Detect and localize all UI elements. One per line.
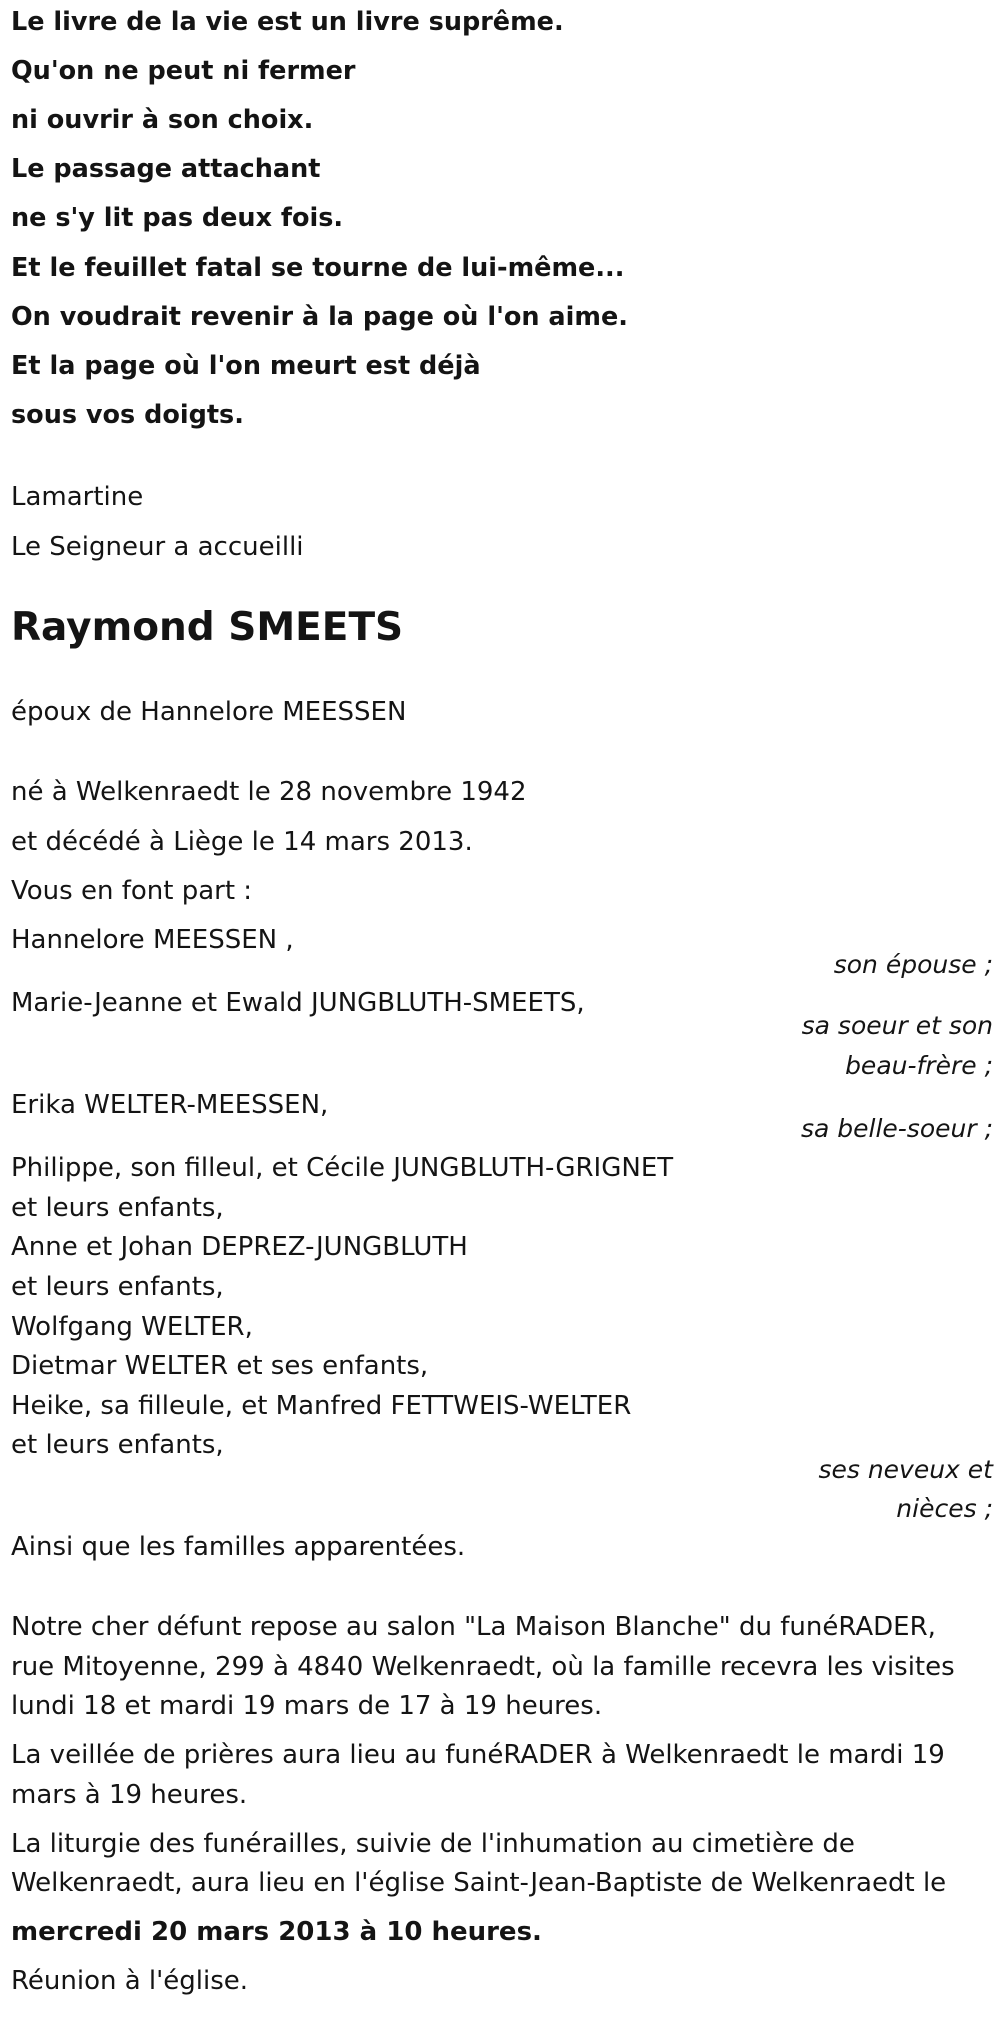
family-nephews-role: nièces ; <box>896 1494 993 1523</box>
poem-line: Qu'on ne peut ni fermer <box>11 56 356 86</box>
repose-line: lundi 18 et mardi 19 mars de 17 à 19 heures. <box>11 1691 603 1721</box>
deceased-name: Raymond SMEETS <box>11 605 404 650</box>
meeting-line: Réunion à l'église. <box>11 1966 249 1996</box>
poem-line: Le livre de la vie est un livre suprême. <box>11 7 564 37</box>
poem-line: Le passage attachant <box>11 154 321 184</box>
nephew-line: Dietmar WELTER et ses enfants, <box>11 1351 429 1381</box>
nephew-line: et leurs enfants, <box>11 1193 224 1223</box>
repose-line: Notre cher défunt repose au salon "La Maison Blanche" du funéRADER, <box>11 1612 936 1642</box>
intro-text: Le Seigneur a accueilli <box>11 532 304 562</box>
funeral-date-time: mercredi 20 mars 2013 à 10 heures. <box>11 1917 542 1947</box>
spouse-line: époux de Hannelore MEESSEN <box>11 697 407 727</box>
liturgy-line: La liturgie des funérailles, suivie de l'inhumation au cimetière de <box>11 1829 855 1859</box>
vigil-line: mars à 19 heures. <box>11 1780 248 1810</box>
family-sister-role: beau-frère ; <box>845 1051 993 1080</box>
nephew-line: et leurs enfants, <box>11 1430 224 1460</box>
poem-line: Et la page où l'on meurt est déjà <box>11 351 481 381</box>
family-sister-in-law-name: Erika WELTER-MEESSEN, <box>11 1090 329 1120</box>
poem-line: Et le feuillet fatal se tourne de lui-même... <box>11 253 625 283</box>
liturgy-line: Welkenraedt, aura lieu en l'église Saint-Jean-Baptiste de Welkenraedt le <box>11 1868 947 1898</box>
family-nephews-role: ses neveux et <box>818 1455 993 1484</box>
family-sister-name: Marie-Jeanne et Ewald JUNGBLUTH-SMEETS, <box>11 988 585 1018</box>
family-spouse-name: Hannelore MEESSEN , <box>11 925 294 955</box>
nephew-line: Anne et Johan DEPREZ-JUNGBLUTH <box>11 1232 468 1262</box>
death-line: et décédé à Liège le 14 mars 2013. <box>11 827 473 857</box>
nephew-line: Philippe, son filleul, et Cécile JUNGBLUTH-GRIGNET <box>11 1153 674 1183</box>
poem-line: On voudrait revenir à la page où l'on aime. <box>11 302 628 332</box>
vigil-line: La veillée de prières aura lieu au funéRADER à Welkenraedt le mardi 19 <box>11 1740 945 1770</box>
poem-line: ni ouvrir à son choix. <box>11 105 314 135</box>
nephew-line: et leurs enfants, <box>11 1272 224 1302</box>
nephew-line: Heike, sa filleule, et Manfred FETTWEIS-WELTER <box>11 1391 632 1421</box>
poem-line: sous vos doigts. <box>11 400 244 430</box>
family-sister-in-law-role: sa belle-soeur ; <box>800 1114 993 1143</box>
poem-author: Lamartine <box>11 482 144 512</box>
family-others: Ainsi que les familles apparentées. <box>11 1532 466 1562</box>
birth-line: né à Welkenraedt le 28 novembre 1942 <box>11 777 527 807</box>
family-spouse-role: son épouse ; <box>833 950 993 979</box>
family-sister-role: sa soeur et son <box>801 1011 993 1040</box>
poem-line: ne s'y lit pas deux fois. <box>11 203 344 233</box>
announce-line: Vous en font part : <box>11 876 253 906</box>
repose-line: rue Mitoyenne, 299 à 4840 Welkenraedt, où la famille recevra les visites <box>11 1652 955 1682</box>
nephew-line: Wolfgang WELTER, <box>11 1312 253 1342</box>
